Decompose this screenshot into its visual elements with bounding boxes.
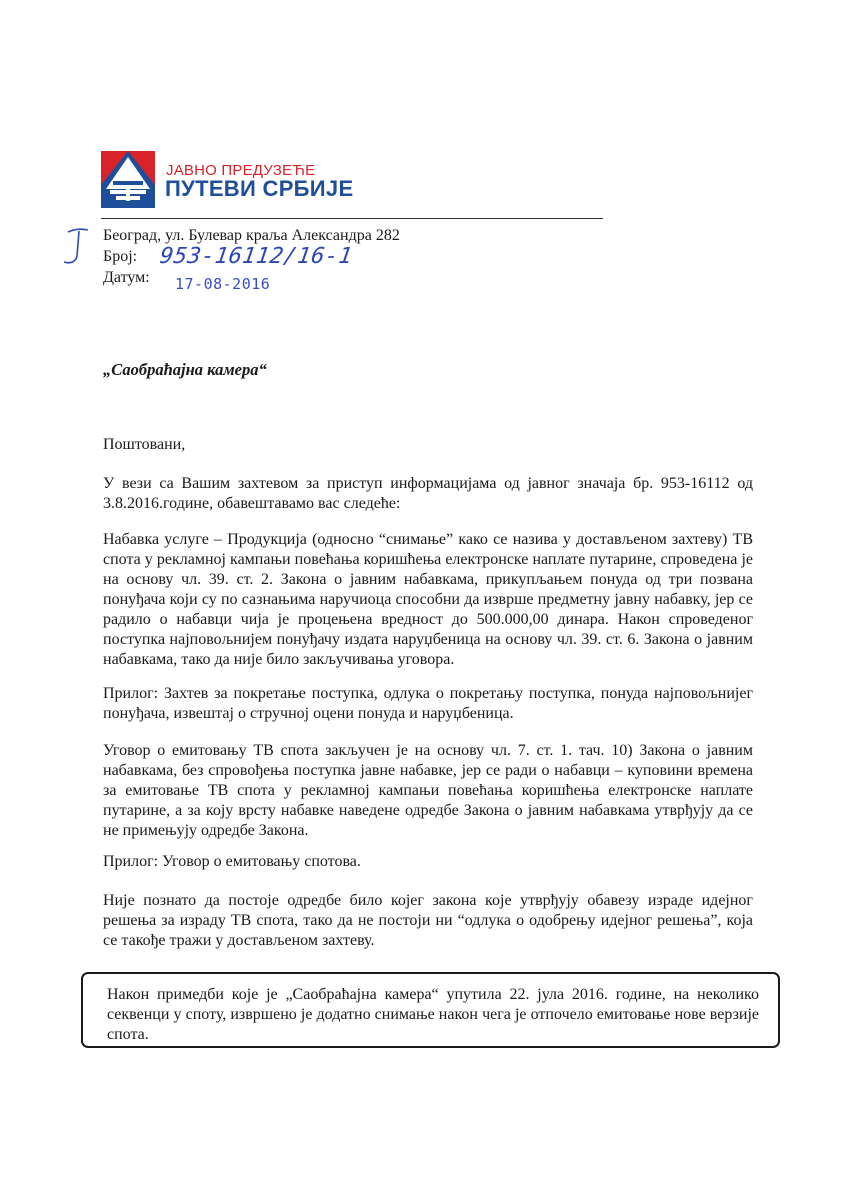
header-divider <box>101 218 603 219</box>
address-line: Београд, ул. Булевар краља Александра 282 <box>103 227 400 244</box>
paragraph-production-procurement: Набавка услуге – Продукција (односно “снимање” како се назива у достављеном захтеву) ТВ спота у рекламној кампањи повећања коришћења електронске наплате путарине, спроведена је на основу чл. 39. ст. 2. Закона о јавним набавкама, прикупљањем понуда од три позвана понуђача који су по сазнањима наручиоца способни да изврше предметну јавну набавку, јер се радило о набавци чија је процењена вредност до 500.000,00 динара. Након спроведеног поступка најповољнијем понуђачу издата наруџбеница на основу чл. 39. ст. 6. Закона о јавним набавкама, тако да није било закључивања уговора. <box>103 531 753 668</box>
paragraph-concept-solution: Није познато да постоје одредбе било којег закона које утврђују обавезу израде идејног решења за израду ТВ спота, тако да не постоји ни “одлука о одобрењу идејног решења”, која се такође тражи у достављеном захтеву. <box>103 892 753 949</box>
notice-text: Након примедби које је „Саобраћајна камера“ упутила 22. јула 2016. године, на неколико секвенци у споту, извршено је додатно снимање након чега је отпочело емитовање нове верзије спота. <box>107 986 759 1043</box>
paragraph-attachment-1: Прилог: Захтев за покретање поступка, одлука о покретању поступка, понуда најповољнијег понуђача, извештај о стручној оцени понуда и наруџбеница. <box>103 685 753 722</box>
date-label: Датум: <box>103 269 150 286</box>
paragraph-broadcast-contract: Уговор о емитовању ТВ спота закључен је на основу чл. 7. ст. 1. тач. 10) Закона о јавним набавкама, без спровођења поступка јавне набавке, јер се ради о набавци – куповини времена за емитовање ТВ спота у рекламној кампањи повећања коришћења електронске наплате путарине, а за коју врсту набавке наведене одредбе Закона о јавним набавкама утврђују да се не примењују одредбе Закона. <box>103 742 753 839</box>
recipient-name: „Саобраћајна камера“ <box>103 360 267 379</box>
greeting: Поштовани, <box>103 436 186 453</box>
date-stamp: 17-08-2016 <box>175 275 271 293</box>
org-name-line2: ПУТЕВИ СРБИЈЕ <box>165 176 354 201</box>
registry-number: 953-16112/16-1 <box>158 244 355 269</box>
paragraph-attachment-2: Прилог: Уговор о емитовању спотова. <box>103 853 361 870</box>
company-logo-icon <box>101 151 155 208</box>
handwritten-bracket-icon <box>62 226 90 268</box>
notice-box <box>81 972 780 1048</box>
paragraph-request-reference: У вези са Вашим захтевом за приступ информацијама од јавног значаја бр. 953-16112 од 3.8.2016.године, обавештавамо вас следеће: <box>103 475 753 512</box>
org-name-line1: ЈАВНО ПРЕДУЗЕЋЕ <box>166 162 316 179</box>
number-label: Број: <box>103 248 138 265</box>
